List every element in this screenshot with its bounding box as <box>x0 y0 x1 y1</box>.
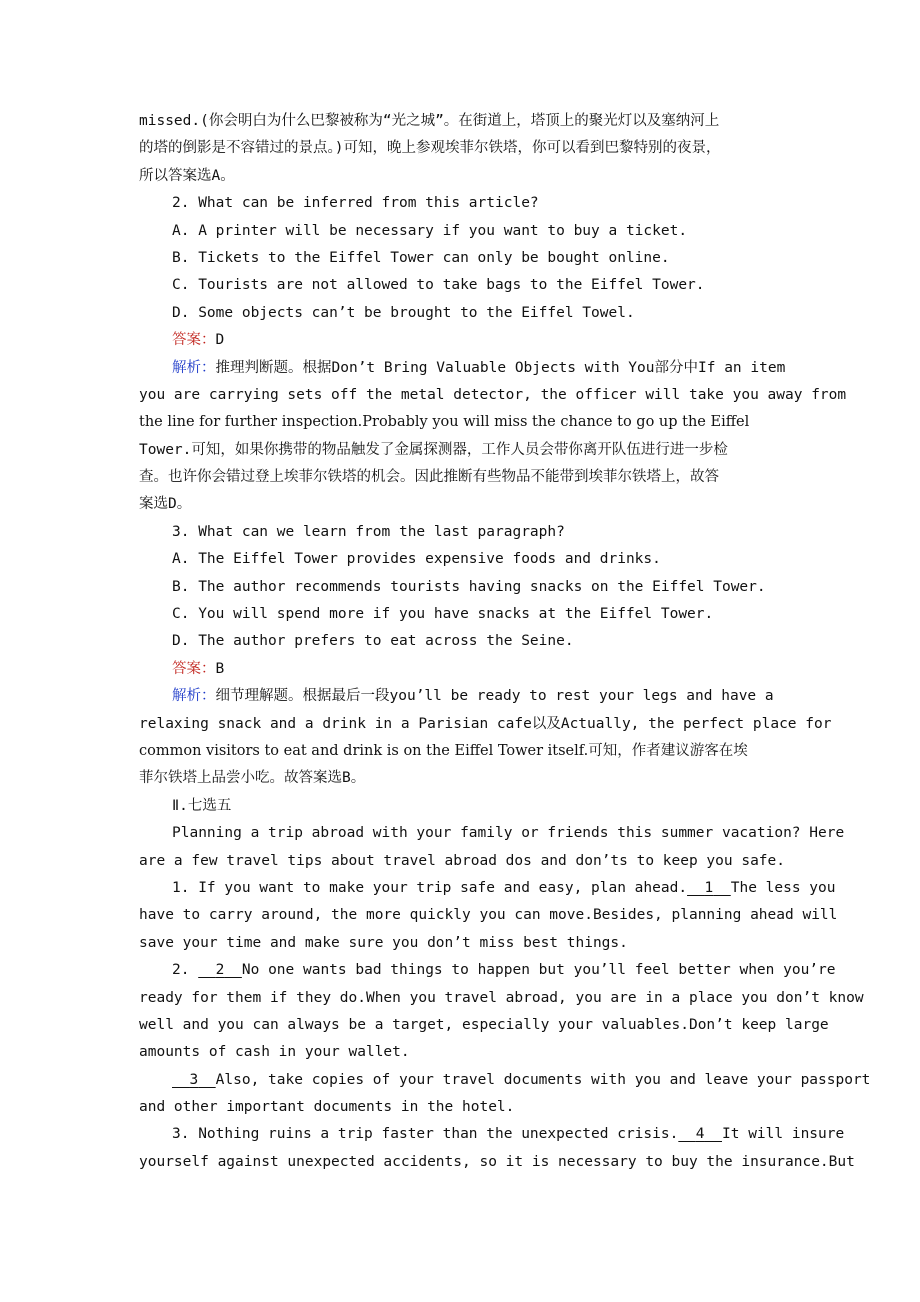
blank-1 <box>687 880 731 896</box>
q2-analysis-line: you are carrying sets off the metal detector, the officer will take you away from <box>139 386 847 403</box>
question-2-stem: 2. What can be inferred from this article? <box>172 195 539 212</box>
answer-label: 答案： <box>172 660 216 677</box>
passage-line: have to carry around, the more quickly you can move.Besides, planning ahead will <box>139 907 838 924</box>
analysis-label: 解析： <box>172 688 216 705</box>
blank-number: 4 <box>695 1126 705 1143</box>
q2-analysis-line: the line for further inspection.Probably you will miss the chance to go up the Eiffel <box>139 414 750 431</box>
passage-paragraph-3 <box>139 1067 871 1094</box>
document-content <box>139 108 871 1176</box>
q2-analysis-line: 案选D。 <box>139 496 192 513</box>
passage-paragraph-4 <box>139 1121 845 1148</box>
paragraph-text: It will insure <box>722 1126 845 1143</box>
answer-label: 答案： <box>172 332 216 349</box>
q2-analysis-line <box>139 355 829 382</box>
passage-line: amounts of cash in your wallet. <box>139 1044 410 1061</box>
analysis-label: 解析： <box>172 359 216 376</box>
q2-option-b: B. Tickets to the Eiffel Tower can only be bought online. <box>172 249 670 266</box>
blank-4 <box>678 1126 722 1142</box>
passage-line: well and you can always be a target, especially your valuables.Don’t keep large <box>139 1016 829 1033</box>
paragraph-text: 1. If you want to make your trip safe and easy, plan ahead. <box>172 879 688 896</box>
analysis-text: 推理判断题。根据Don’t Bring Valuable Objects with You部分中If an item <box>215 359 786 376</box>
q2-analysis-line: Tower.可知，如果你携带的物品触发了金属探测器，工作人员会带你离开队伍进行进一步检 <box>139 441 728 458</box>
q2-option-a: A. A printer will be necessary if you want to buy a ticket. <box>172 222 688 239</box>
blank-number: 2 <box>215 962 225 979</box>
paragraph-text: 3. Nothing ruins a trip faster than the unexpected crisis. <box>172 1126 679 1143</box>
passage-paragraph-1 <box>139 875 836 902</box>
passage-line: and other important documents in the hotel. <box>139 1099 515 1116</box>
section-heading: Ⅱ.七选五 <box>172 797 232 814</box>
answer-value: B <box>215 660 225 677</box>
passage-paragraph-2 <box>139 957 836 984</box>
q3-analysis-line: common visitors to eat and drink is on the Eiffel Tower itself.可知，作者建议游客在埃 <box>139 742 748 759</box>
q3-option-b: B. The author recommends tourists having snacks on the Eiffel Tower. <box>172 578 766 595</box>
blank-number: 3 <box>189 1071 199 1088</box>
q1-explanation-line: missed.(你会明白为什么巴黎被称为“光之城”。在街道上，塔顶上的聚光灯以及塞纳河上 <box>139 113 720 129</box>
q3-option-c: C. You will spend more if you have snacks at the Eiffel Tower. <box>172 606 714 623</box>
q2-analysis-line: 查。也许你会错过登上埃菲尔铁塔的机会。因此推断有些物品不能带到埃菲尔铁塔上，故答 <box>139 469 719 486</box>
q1-explanation-line: 所以答案选A。 <box>139 167 235 184</box>
passage-intro-line: Planning a trip abroad with your family or friends this summer vacation? Here <box>172 825 845 842</box>
blank-2 <box>198 962 242 978</box>
q2-option-c: C. Tourists are not allowed to take bags to the Eiffel Tower. <box>172 277 705 294</box>
q3-option-a: A. The Eiffel Tower provides expensive foods and drinks. <box>172 551 661 568</box>
paragraph-text: Also, take copies of your travel documents with you and leave your passport <box>215 1071 871 1088</box>
paragraph-text: No one wants bad things to happen but you’ll feel better when you’re <box>241 962 836 979</box>
paragraph-text: 2. <box>172 962 199 979</box>
passage-intro-line: are a few travel tips about travel abroad dos and don’ts to keep you safe. <box>139 852 786 869</box>
passage-line: ready for them if they do.When you travel abroad, you are in a place you don’t know <box>139 989 864 1006</box>
passage-line: yourself against unexpected accidents, so it is necessary to buy the insurance.But <box>139 1153 855 1170</box>
blank-number: 1 <box>704 879 714 896</box>
q1-explanation-line: 的塔的倒影是不容错过的景点。)可知，晚上参观埃菲尔铁塔，你可以看到巴黎特别的夜景， <box>139 140 721 157</box>
q3-answer <box>139 656 829 683</box>
answer-value: D <box>215 332 225 349</box>
analysis-text: 细节理解题。根据最后一段you’ll be ready to rest your legs and have a <box>215 688 774 705</box>
q3-analysis-line: 菲尔铁塔上品尝小吃。故答案选B。 <box>139 770 366 787</box>
passage-line: save your time and make sure you don’t miss best things. <box>139 934 628 951</box>
q2-option-d: D. Some objects can’t be brought to the Eiffel Towel. <box>172 304 635 321</box>
blank-3 <box>172 1072 216 1088</box>
q3-analysis-line: relaxing snack and a drink in a Parisian cafe以及Actually, the perfect place for <box>139 715 832 732</box>
q3-analysis-line <box>139 683 829 710</box>
q2-answer <box>139 327 829 354</box>
question-3-stem: 3. What can we learn from the last paragraph? <box>172 523 565 540</box>
q3-option-d: D. The author prefers to eat across the Seine. <box>172 633 574 650</box>
paragraph-text: The less you <box>730 879 836 896</box>
